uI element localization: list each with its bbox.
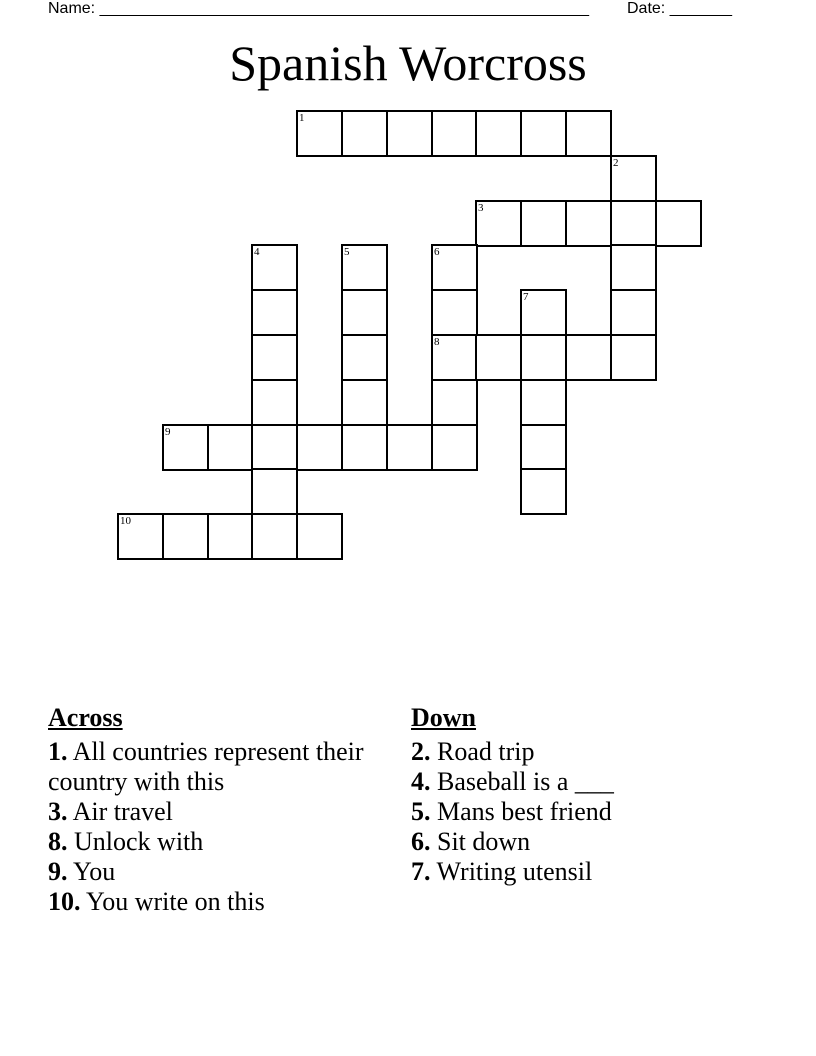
across-clues <box>48 703 368 917</box>
down-clues <box>411 703 751 887</box>
grid-cell[interactable] <box>341 424 388 471</box>
clue-text: Baseball is a ___ <box>430 767 614 796</box>
clue-text: Unlock with <box>67 827 204 856</box>
date-blank[interactable]: _______ <box>669 0 732 17</box>
grid-cell[interactable] <box>251 513 298 560</box>
grid-cell[interactable] <box>475 334 522 381</box>
down-clue <box>411 767 751 797</box>
grid-cell[interactable] <box>610 200 657 247</box>
grid-cell[interactable] <box>431 379 478 426</box>
grid-cell[interactable] <box>341 244 388 291</box>
grid-cell[interactable] <box>655 200 702 247</box>
cell-number: 8 <box>434 336 440 348</box>
grid-cell[interactable] <box>162 424 209 471</box>
grid-cell[interactable] <box>207 424 254 471</box>
clue-text: Mans best friend <box>430 797 612 826</box>
grid-cell[interactable] <box>610 334 657 381</box>
grid-cell[interactable] <box>565 110 612 157</box>
date-label: Date: <box>627 0 666 17</box>
across-clue-list <box>48 737 368 917</box>
clue-number: 8. <box>48 827 68 856</box>
grid-cell[interactable] <box>610 289 657 336</box>
grid-cell[interactable] <box>520 334 567 381</box>
clue-number: 1. <box>48 737 68 766</box>
clue-number: 2. <box>411 737 431 766</box>
grid-cell[interactable] <box>520 110 567 157</box>
grid-cell[interactable] <box>475 200 522 247</box>
clue-text: Road trip <box>430 737 535 766</box>
down-clue <box>411 857 751 887</box>
name-label: Name: <box>48 0 96 17</box>
grid-cell[interactable] <box>431 110 478 157</box>
across-clue <box>48 887 368 917</box>
clue-text: Sit down <box>430 827 531 856</box>
cell-number: 3 <box>478 202 484 214</box>
cell-number: 2 <box>613 157 619 169</box>
grid-cell[interactable] <box>431 334 478 381</box>
down-clue <box>411 827 751 857</box>
grid-cell[interactable] <box>341 289 388 336</box>
across-clue <box>48 737 368 797</box>
grid-cell[interactable] <box>520 468 567 515</box>
clue-number: 6. <box>411 827 431 856</box>
across-heading: Across <box>48 703 123 732</box>
cell-number: 9 <box>165 426 171 438</box>
clue-text: You <box>67 857 116 886</box>
grid-cell[interactable] <box>341 110 388 157</box>
grid-cell[interactable] <box>431 424 478 471</box>
cell-number: 10 <box>120 515 131 527</box>
grid-cell[interactable] <box>520 379 567 426</box>
clue-number: 10. <box>48 887 81 916</box>
grid-cell[interactable] <box>341 334 388 381</box>
grid-cell[interactable] <box>431 244 478 291</box>
down-clue-list <box>411 737 751 887</box>
grid-cell[interactable] <box>475 110 522 157</box>
grid-cell[interactable] <box>251 379 298 426</box>
grid-cell[interactable] <box>117 513 164 560</box>
grid-cell[interactable] <box>341 379 388 426</box>
grid-cell[interactable] <box>251 468 298 515</box>
grid-cell[interactable] <box>610 155 657 202</box>
grid-cell[interactable] <box>251 334 298 381</box>
grid-cell[interactable] <box>386 110 433 157</box>
clue-number: 5. <box>411 797 431 826</box>
clue-text: You write on this <box>80 887 265 916</box>
down-clue <box>411 737 751 767</box>
clue-text: All countries represent their country with this <box>48 737 364 796</box>
cell-number: 4 <box>254 246 260 258</box>
grid-cell[interactable] <box>386 424 433 471</box>
grid-cell[interactable] <box>520 289 567 336</box>
across-clue <box>48 857 368 887</box>
grid-cell[interactable] <box>565 200 612 247</box>
name-blank[interactable]: _______________________________________________________ <box>99 0 589 17</box>
grid-cell[interactable] <box>520 200 567 247</box>
across-clue <box>48 797 368 827</box>
grid-cell[interactable] <box>520 424 567 471</box>
grid-cell[interactable] <box>162 513 209 560</box>
grid-cell[interactable] <box>251 424 298 471</box>
down-heading: Down <box>411 703 477 732</box>
across-clue <box>48 827 368 857</box>
clue-number: 9. <box>48 857 68 886</box>
cell-number: 6 <box>434 246 440 258</box>
grid-cell[interactable] <box>565 334 612 381</box>
clue-number: 3. <box>48 797 68 826</box>
grid-cell[interactable] <box>296 424 343 471</box>
clue-number: 4. <box>411 767 431 796</box>
grid-cell[interactable] <box>610 244 657 291</box>
page-title: Spanish Worcross <box>229 35 587 91</box>
clue-text: Air travel <box>67 797 173 826</box>
grid-cell[interactable] <box>251 289 298 336</box>
grid-cell[interactable] <box>296 513 343 560</box>
grid-cell[interactable] <box>431 289 478 336</box>
clue-number: 7. <box>411 857 431 886</box>
grid-cell[interactable] <box>207 513 254 560</box>
grid-cell[interactable] <box>251 244 298 291</box>
down-clue <box>411 797 751 827</box>
clue-text: Writing utensil <box>430 857 593 886</box>
cell-number: 7 <box>523 291 529 303</box>
cell-number: 1 <box>299 112 305 124</box>
cell-number: 5 <box>344 246 350 258</box>
grid-cell[interactable] <box>296 110 343 157</box>
